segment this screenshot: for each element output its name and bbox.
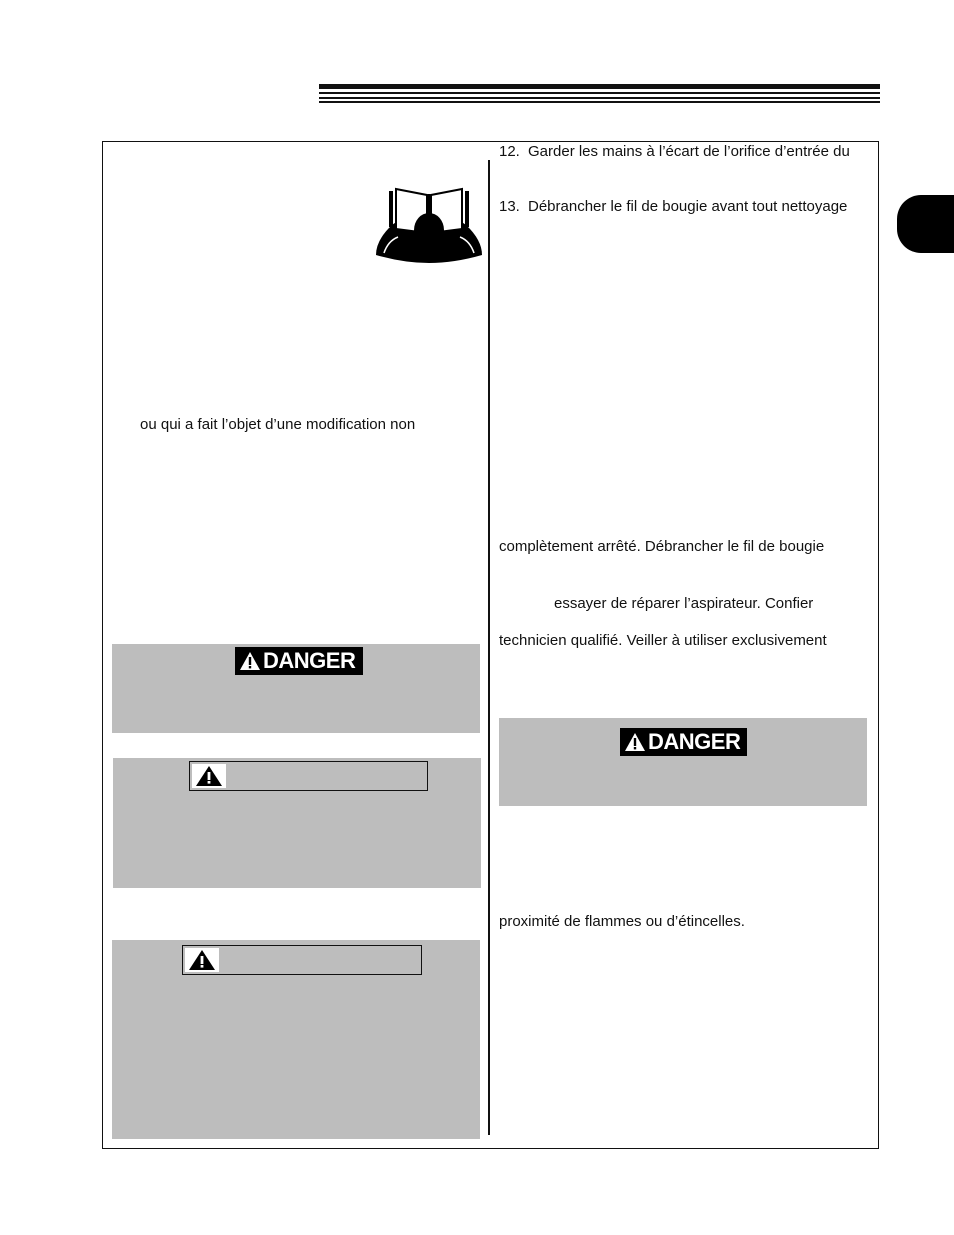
danger-label-right: DANGER — [648, 729, 741, 754]
warning-triangle-icon — [192, 764, 226, 788]
section-tab — [897, 195, 954, 253]
header-rule-2 — [319, 97, 880, 99]
item-12-number: 12. — [499, 143, 520, 160]
danger-badge-left — [235, 647, 363, 675]
header-rule-1 — [319, 92, 880, 94]
warning-header-2 — [182, 945, 422, 975]
right-text-line-a: complètement arrêté. Débrancher le fil de bougie — [499, 538, 825, 555]
right-text-line-d: proximité de flammes ou d’étincelles. — [499, 913, 745, 930]
item-12-text: Garder les mains à l’écart de l’orifice d’entrée du — [528, 143, 850, 160]
warning-triangle-icon — [239, 651, 261, 671]
danger-label-left: DANGER — [263, 648, 356, 673]
right-text-line-c: technicien qualifié. Veiller à utiliser exclusivement — [499, 632, 827, 649]
header-rule-3 — [319, 101, 880, 103]
right-text-line-b: essayer de réparer l’aspirateur. Confier — [554, 595, 814, 612]
header-rule-thick — [319, 84, 880, 89]
warning-triangle-icon — [185, 948, 219, 972]
danger-badge-right — [620, 728, 747, 756]
column-divider — [488, 160, 490, 1135]
item-13-text: Débrancher le fil de bougie avant tout nettoyage — [528, 198, 848, 215]
left-text-fragment: ou qui a fait l’objet d’une modification non — [140, 416, 416, 433]
warning-triangle-icon — [624, 732, 646, 752]
item-13-number: 13. — [499, 198, 520, 215]
reading-manual-icon — [374, 185, 484, 265]
warning-header-1 — [189, 761, 428, 791]
